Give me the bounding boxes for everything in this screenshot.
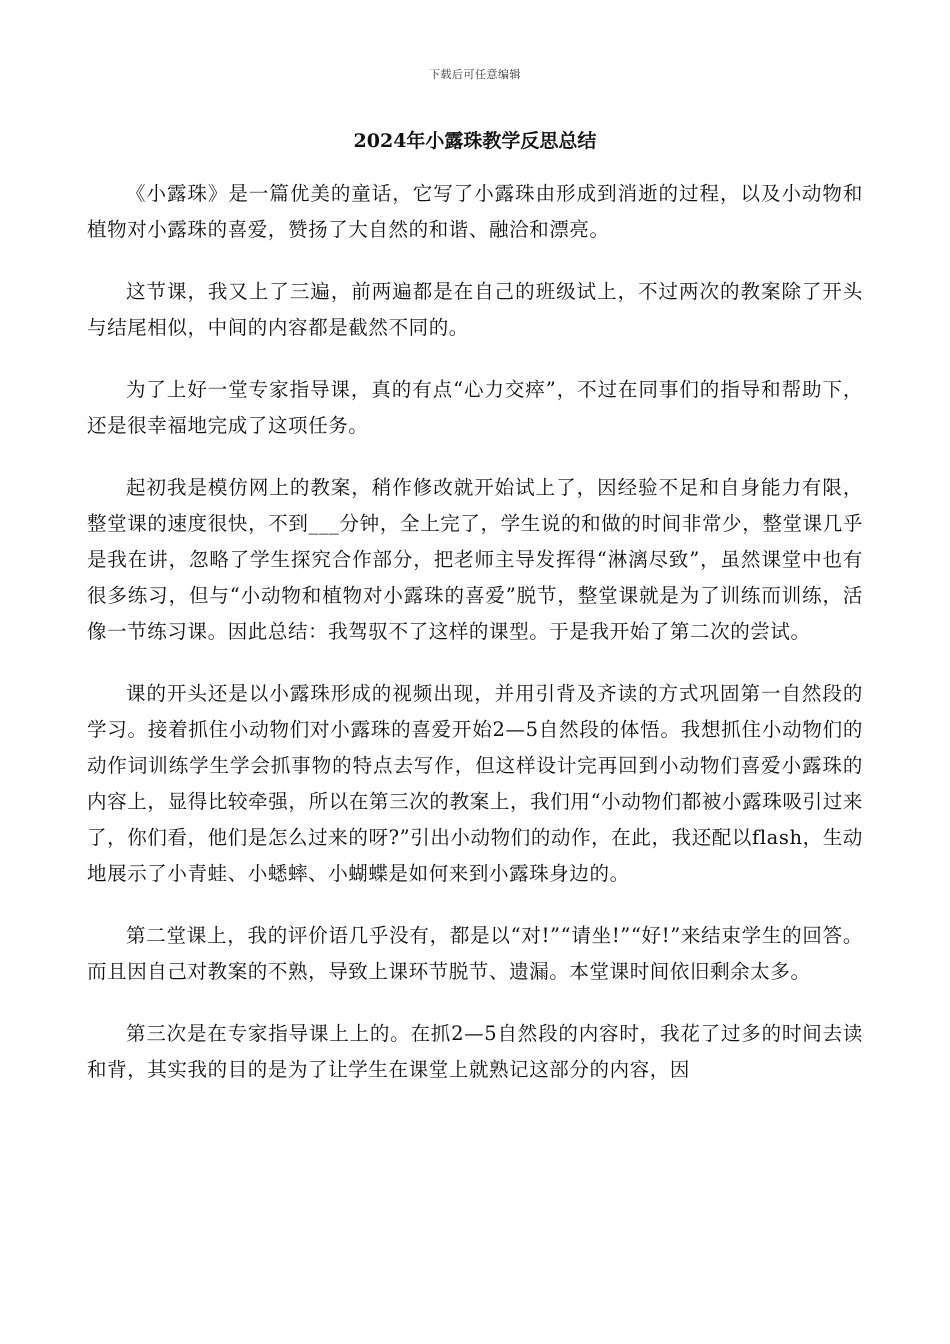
document-body	[87, 176, 863, 1114]
paragraph: 课的开头还是以小露珠形成的视频出现，并用引背及齐读的方式巩固第一自然段的学习。接着抓住小动物们对小露珠的喜爱开始2—5自然段的体悟。我想抓住小动物们的动作词训练学生学会抓事物的特点去写作，但这样设计完再回到小动物们喜爱小露珠的内容上，显得比较牵强，所以在第三次的教案上，我们用“小动物们都被小露珠吸引过来了，你们看，他们是怎么过来的呀?”引出小动物们的动作，在此，我还配以flash，生动地展示了小青蛙、小蟋蟀、小蝴蝶是如何来到小露珠身边的。	[87, 682, 863, 885]
header-note: 下载后可任意编辑	[429, 68, 521, 81]
paragraph: 为了上好一堂专家指导课，真的有点“心力交瘁”，不过在同事们的指导和帮助下，还是很幸福地完成了这项任务。	[87, 378, 863, 437]
paragraph: 《小露珠》是一篇优美的童话，它写了小露珠由形成到消逝的过程，以及小动物和植物对小露珠的喜爱，赞扬了大自然的和谐、融洽和漂亮。	[87, 182, 863, 241]
paragraph: 第二堂课上，我的评价语几乎没有，都是以“对!”“请坐!”“好!”来结束学生的回答。而且因自己对教案的不熟，导致上课环节脱节、遗漏。本堂课时间依旧剩余太多。	[87, 924, 863, 983]
paragraph: 这节课，我又上了三遍，前两遍都是在自己的班级试上，不过两次的教案除了开头与结尾相似，中间的内容都是截然不同的。	[87, 280, 863, 339]
paragraph: 起初我是模仿网上的教案，稍作修改就开始试上了，因经验不足和自身能力有限，整堂课的速度很快，不到___分钟，全上完了，学生说的和做的时间非常少，整堂课几乎是我在讲，忽略了学生探究合作部分，把老师主导发挥得“淋漓尽致”，虽然课堂中也有很多练习，但与“小动物和植物对小露珠的喜爱”脱节，整堂课就是为了训练而训练，活像一节练习课。因此总结：我驾驭不了这样的课型。于是我开始了第二次的尝试。	[87, 476, 863, 643]
document-title: 2024年小露珠教学反思总结	[353, 130, 597, 152]
paragraph: 第三次是在专家指导课上上的。在抓2—5自然段的内容时，我花了过多的时间去读和背，其实我的目的是为了让学生在课堂上就熟记这部分的内容，因	[87, 1022, 863, 1081]
